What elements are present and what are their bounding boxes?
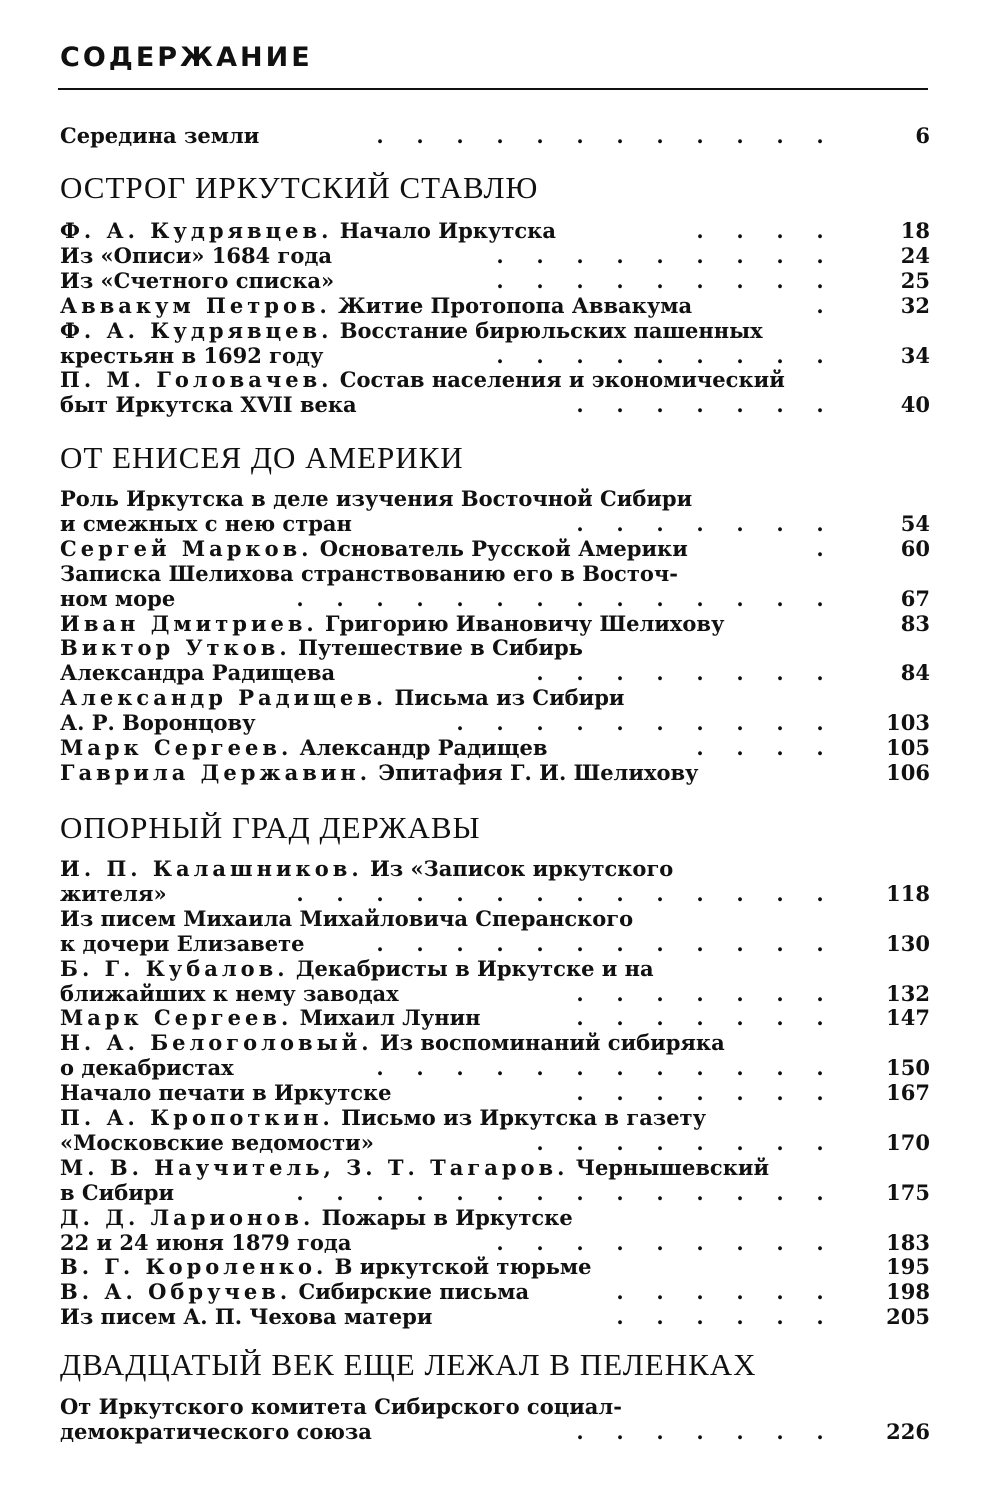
entry-line [60, 1105, 930, 1130]
entry-line [60, 1055, 930, 1080]
dot-leader: . [816, 292, 824, 318]
entry-line [60, 243, 930, 268]
page-number: 205 [886, 1304, 930, 1330]
entry-author: Сергей Марков. [60, 535, 313, 561]
entry-text: Сибирские письма [291, 1279, 530, 1305]
dot-leader: . . . . . . . . . . . . [376, 930, 824, 956]
page-number: 183 [886, 1229, 930, 1255]
entry-text: 22 и 24 июня 1879 года [60, 1229, 352, 1255]
entry-line [60, 218, 930, 243]
entry-line [60, 586, 930, 611]
entry-author: Ф. А. Кудрявцев. [60, 317, 333, 343]
entry-text: Путешествие в Сибирь [290, 635, 583, 661]
section-title: ОПОРНЫЙ ГРАД ДЕРЖАВЫ [60, 810, 481, 845]
entry-line [60, 956, 930, 981]
toc-title: СОДЕРЖАНИЕ [60, 42, 313, 73]
entry-author: В. А. Обручев. [60, 1279, 292, 1305]
page-number: 150 [886, 1055, 930, 1081]
entry-text: Эпитафия Г. И. Шелихову [371, 759, 699, 785]
entry-line [60, 906, 930, 931]
page-number: 226 [886, 1418, 930, 1444]
entry-line [60, 123, 930, 148]
entry-author: Марк Сергеев. [60, 1005, 293, 1031]
entry-author: Иван Дмитриев. [60, 610, 318, 636]
entry-author: М. В. Научитель, З. Т. Тагаров. [60, 1154, 569, 1180]
page-number: 175 [886, 1179, 930, 1205]
entry-text: быт Иркутска XVII века [60, 392, 357, 418]
entry-line [60, 561, 930, 586]
entry-text: к дочери Елизавете [60, 930, 305, 956]
entry-text: Михаил Лунин [292, 1005, 481, 1031]
page-number: 118 [886, 880, 930, 906]
entry-text: ном море [60, 585, 176, 611]
dot-leader: . . . . . . . . . . . . . . [296, 880, 824, 906]
entry-text: Декабристы в Иркутске и на [288, 955, 654, 981]
dot-leader: . . . . . . . . . . [456, 710, 824, 736]
entry-line [60, 1230, 930, 1255]
page-number: 6 [915, 123, 930, 148]
dot-leader: . . . . . . . [576, 980, 824, 1006]
entry-author: Виктор Утков. [60, 635, 291, 661]
entry-text: и смежных с нею стран [60, 510, 352, 536]
entry-author: П. А. Кропоткин. [60, 1105, 334, 1130]
entry-line [60, 536, 930, 561]
page-number: 34 [900, 342, 930, 368]
entry-line [60, 293, 930, 318]
dot-leader: . . . . . . . . . . . . [376, 123, 824, 148]
entry-text: в Сибири [60, 1179, 175, 1205]
section-title: ДВАДЦАТЫЙ ВЕК ЕЩЕ ЛЕЖАЛ В ПЕЛЕНКАХ [60, 1347, 757, 1382]
dot-leader: . . . . . . . . . . . . [376, 1055, 824, 1081]
page-number: 195 [886, 1254, 930, 1280]
entry-text: Состав населения и экономический [332, 367, 785, 393]
entry-author: Д. Д. Ларионов. [60, 1204, 315, 1230]
entry-author: Б. Г. Кубалов. [60, 955, 289, 981]
entry-line [60, 1180, 930, 1205]
entry-text: Из «Записок иркутского [362, 856, 674, 881]
entry-text: Середина земли [60, 123, 260, 148]
page-number: 83 [900, 610, 930, 636]
dot-leader: . . . . . . . . . [496, 1229, 824, 1255]
entry-line [60, 660, 930, 685]
entry-text: Восстание бирюльских пашенных [332, 317, 763, 343]
dot-leader: . . . . . . . [576, 1005, 824, 1031]
page-number: 84 [900, 660, 930, 686]
dot-leader: . . . . . . . . . . . . . . [296, 1179, 824, 1205]
page-number: 106 [886, 759, 930, 785]
dot-leader: . . . . . . . [576, 392, 824, 418]
entry-text: Начало Иркутска [332, 218, 556, 243]
section-title: ОТ ЕНИСЕЯ ДО АМЕРИКИ [60, 440, 464, 475]
entry-text: «Московские ведомости» [60, 1129, 374, 1155]
entry-line [60, 1279, 930, 1304]
entry-text: Из воспоминаний сибиряка [372, 1030, 725, 1056]
entry-line [60, 635, 930, 660]
entry-text: Роль Иркутска в деле изучения Восточной Сибири [60, 486, 693, 511]
entry-text: о декабристах [60, 1055, 234, 1081]
entry-line [60, 1254, 930, 1279]
entry-line [60, 931, 930, 956]
entry-line [60, 392, 930, 417]
entry-line [60, 268, 930, 293]
entry-text: Из «Счетного списка» [60, 267, 335, 293]
entry-author: В. Г. Короленко. [60, 1254, 328, 1280]
entry-line [60, 1005, 930, 1030]
entry-line [60, 710, 930, 735]
entry-text: Письма из Сибири [387, 685, 625, 711]
page-number: 167 [886, 1080, 930, 1106]
entry-text: жителя» [60, 880, 167, 906]
dot-leader: . . . . . . . . . [496, 342, 824, 368]
dot-leader: . . . . . . . [576, 1080, 824, 1106]
entry-text: Из писем Михаила Михайловича Сперанского [60, 905, 634, 931]
section-title: ОСТРОГ ИРКУТСКИЙ СТАВЛЮ [60, 170, 539, 205]
dot-leader: . . . . [696, 218, 824, 243]
entry-line [60, 1205, 930, 1230]
page-number: 32 [900, 292, 930, 318]
entry-line [60, 1304, 930, 1329]
entry-line [60, 1030, 930, 1055]
dot-leader: . . . . . . . [576, 1418, 824, 1444]
entry-text: Пожары в Иркутске [314, 1204, 573, 1230]
entry-author: Аввакум Петров. [60, 292, 331, 318]
entry-author: П. М. Головачев. [60, 367, 333, 393]
dot-leader: . . . . [696, 735, 824, 760]
entry-line [60, 1394, 930, 1419]
dot-leader: . [816, 535, 824, 561]
entry-text: Александр Радищев [292, 735, 548, 760]
entry-text: Житие Протопопа Аввакума [330, 292, 693, 318]
dot-leader: . . . . . . [616, 1304, 824, 1330]
entry-line [60, 511, 930, 536]
dot-leader: . . . . . . . . . [496, 242, 824, 268]
page-number: 105 [886, 735, 930, 760]
entry-line [60, 1419, 930, 1444]
entry-text: В иркутской тюрьме [327, 1254, 592, 1280]
entry-line [60, 318, 930, 343]
entry-text: демократического союза [60, 1418, 372, 1444]
entry-line [60, 611, 930, 636]
entry-line [60, 981, 930, 1006]
entry-text: Записка Шелихова странствованию его в Восточ- [60, 560, 678, 586]
page-number: 103 [886, 710, 930, 736]
page-number: 60 [900, 535, 930, 561]
page-number: 130 [886, 930, 930, 956]
page-number: 67 [900, 585, 930, 611]
page-number: 18 [900, 218, 930, 243]
entry-line [60, 1130, 930, 1155]
entry-line [60, 760, 930, 785]
page-number: 147 [886, 1005, 930, 1031]
entry-line [60, 685, 930, 710]
entry-author: Александр Радищев. [60, 685, 388, 711]
entry-text: А. Р. Воронцову [60, 710, 256, 736]
entry-author: Ф. А. Кудрявцев. [60, 218, 333, 243]
entry-line [60, 343, 930, 368]
entry-text: От Иркутского комитета Сибирского социал- [60, 1394, 622, 1419]
page-number: 25 [900, 267, 930, 293]
dot-leader: . . . . . . . . [536, 1129, 824, 1155]
entry-text: Основатель Русской Америки [312, 535, 688, 561]
entry-line [60, 486, 930, 511]
entry-text: крестьян в 1692 году [60, 342, 324, 368]
entry-text: ближайших к нему заводах [60, 980, 399, 1006]
dot-leader: . . . . . . [616, 1279, 824, 1305]
entry-author: Марк Сергеев. [60, 735, 293, 760]
entry-text: Григорию Ивановичу Шелихову [317, 610, 725, 636]
entry-author: И. П. Калашников. [60, 856, 363, 881]
entry-text: Письмо из Иркутска в газету [333, 1105, 707, 1130]
dot-leader: . . . . . . . . [536, 660, 824, 686]
entry-text: Из писем А. П. Чехова матери [60, 1304, 433, 1330]
entry-line [60, 881, 930, 906]
entry-author: Гаврила Державин. [60, 759, 372, 785]
page-number: 198 [886, 1279, 930, 1305]
page-number: 40 [900, 392, 930, 418]
entry-line [60, 856, 930, 881]
page-number: 24 [900, 242, 930, 268]
entry-line [60, 735, 930, 760]
dot-leader: . . . . . . . [576, 510, 824, 536]
entry-text: Из «Описи» 1684 года [60, 242, 332, 268]
title-rule [58, 88, 928, 90]
entry-line [60, 1080, 930, 1105]
dot-leader: . . . . . . . . . . . . . . [296, 585, 824, 611]
dot-leader: . . . . . . . . . [496, 267, 824, 293]
entry-text: Александра Радищева [60, 660, 336, 686]
entry-line [60, 1155, 930, 1180]
page-number: 54 [900, 510, 930, 536]
entry-line [60, 367, 930, 392]
entry-text: Начало печати в Иркутске [60, 1080, 392, 1106]
page-number: 132 [886, 980, 930, 1006]
entry-author: Н. А. Белоголовый. [60, 1030, 373, 1056]
entry-text: Чернышевский [568, 1154, 770, 1180]
page-number: 170 [886, 1129, 930, 1155]
